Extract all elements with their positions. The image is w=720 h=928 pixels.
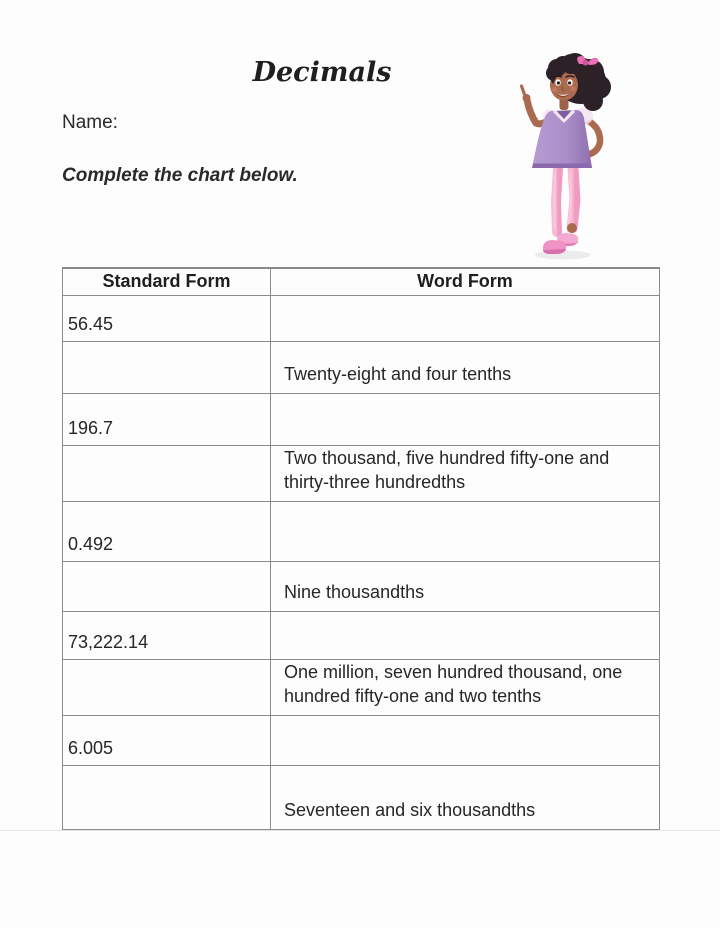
- instruction-text: Complete the chart below.: [62, 165, 298, 186]
- page-edge-line: [0, 830, 720, 831]
- standard-form-answer-cell[interactable]: [63, 765, 271, 829]
- word-form-answer-cell[interactable]: [271, 393, 660, 445]
- decimals-chart-table: [62, 267, 660, 830]
- table-row: [63, 295, 660, 341]
- word-form-cell: Seventeen and six thousandths: [271, 765, 660, 829]
- word-form-answer-cell[interactable]: [271, 611, 660, 659]
- table-row: [63, 659, 660, 715]
- word-form-cell: Nine thousandths: [271, 561, 660, 611]
- standard-form-cell: 6.005: [63, 715, 271, 765]
- standard-form-cell: 56.45: [63, 295, 271, 341]
- word-form-cell: One million, seven hundred thousand, one hundred fifty-one and two tenths: [271, 659, 660, 715]
- table-row: [63, 715, 660, 765]
- table-row: [63, 561, 660, 611]
- table-row: [63, 445, 660, 501]
- table-row: [63, 341, 660, 393]
- column-header-word-form: Word Form: [271, 268, 660, 295]
- column-header-standard-form: Standard Form: [63, 268, 271, 295]
- table-header-row: [63, 268, 660, 295]
- word-form-answer-cell[interactable]: [271, 295, 660, 341]
- standard-form-answer-cell[interactable]: [63, 341, 271, 393]
- standard-form-answer-cell[interactable]: [63, 561, 271, 611]
- standard-form-answer-cell[interactable]: [63, 659, 271, 715]
- table-row: [63, 393, 660, 445]
- word-form-answer-cell[interactable]: [271, 715, 660, 765]
- table-row: [63, 501, 660, 561]
- name-label: Name:: [62, 112, 118, 133]
- table-row: [63, 765, 660, 829]
- word-form-answer-cell[interactable]: [271, 501, 660, 561]
- table-row: [63, 611, 660, 659]
- standard-form-answer-cell[interactable]: [63, 445, 271, 501]
- word-form-cell: Twenty-eight and four tenths: [271, 341, 660, 393]
- worksheet-title: Decimals: [252, 57, 392, 88]
- standard-form-cell: 196.7: [63, 393, 271, 445]
- word-form-cell: Two thousand, five hundred fifty-one and thirty-three hundredths: [271, 445, 660, 501]
- standard-form-cell: 73,222.14: [63, 611, 271, 659]
- standard-form-cell: 0.492: [63, 501, 271, 561]
- girl-pointing-illustration: [505, 52, 655, 264]
